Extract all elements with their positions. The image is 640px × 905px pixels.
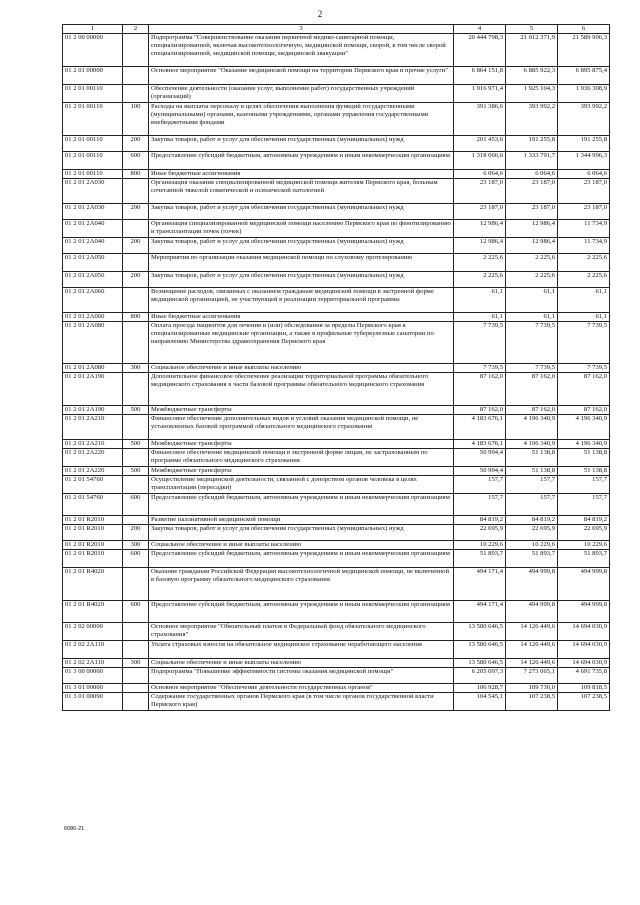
row-value-2022: 14 126 449,6 (506, 659, 558, 668)
row-expense-type (123, 34, 149, 67)
row-expense-type (123, 476, 149, 494)
row-name: Содержание государственных органов Пермского края (в том числе органов государственной власти Пермского края) (149, 693, 454, 711)
row-value-2023: 109 818,5 (558, 684, 610, 693)
row-value-2023: 494 999,8 (558, 568, 610, 601)
row-value-2022: 61,1 (506, 288, 558, 313)
row-value-2022: 494 999,8 (506, 601, 558, 623)
row-expense-type (123, 254, 149, 272)
table-row (63, 288, 610, 313)
header-col-4: 4 (454, 25, 506, 34)
row-code: 01 3 00 00000 (63, 668, 123, 684)
row-name: Предоставление субсидий бюджетным, автономным учреждениям и иным некоммерческим организациям (149, 494, 454, 516)
row-value-2021: 2 225,6 (454, 254, 506, 272)
row-code: 01 2 01 2A220 (63, 467, 123, 476)
row-value-2022: 2 225,6 (506, 272, 558, 288)
row-code: 01 2 01 00110 (63, 85, 123, 103)
row-name: Организация специализированной медицинской помощи населению Пермского края по фенотилированию и трансплантации почек (почек) (149, 220, 454, 238)
row-value-2021: 494 171,4 (454, 568, 506, 601)
row-value-2022: 51 138,8 (506, 467, 558, 476)
table-row (63, 85, 610, 103)
row-value-2022: 6 064,6 (506, 170, 558, 179)
row-code: 01 2 01 R2010 (63, 525, 123, 541)
row-expense-type (123, 415, 149, 440)
row-name: Подпрограмма "Совершенствование оказания первичной медико-санитарной помощи, специализированной, включая высокотехнологичную, медицинской помощи, скорой, в том числе скорой специализированной, медицинской помощи, медицинской эвакуации" (149, 34, 454, 67)
row-value-2021: 1 916 971,4 (454, 85, 506, 103)
row-value-2023: 23 187,0 (558, 179, 610, 204)
row-expense-type: 500 (123, 406, 149, 415)
row-value-2023: 4 196 340,9 (558, 440, 610, 449)
row-value-2022: 84 819,2 (506, 516, 558, 525)
row-value-2021: 84 819,2 (454, 516, 506, 525)
table-row (63, 541, 610, 550)
row-value-2021: 51 893,7 (454, 550, 506, 568)
row-name: Предоставление субсидий бюджетным, автономным учреждениям и иным некоммерческим организациям (149, 601, 454, 623)
row-name: Закупка товаров, работ и услуг для обеспечения государственных (муниципальных) нужд (149, 272, 454, 288)
row-value-2023: 2 225,6 (558, 272, 610, 288)
row-value-2021: 10 229,6 (454, 541, 506, 550)
row-value-2022: 494 999,8 (506, 568, 558, 601)
row-value-2022: 157,7 (506, 494, 558, 516)
row-name: Возмещение расходов, связанных с оказанием гражданам медицинской помощи в экстренной форме медицинской организацией, не участвующей в реализации территориальной программы (149, 288, 454, 313)
table-row (63, 476, 610, 494)
row-code: 01 3 01 00090 (63, 693, 123, 711)
row-code: 01 2 01 R4020 (63, 601, 123, 623)
row-value-2023: 157,7 (558, 476, 610, 494)
header-col-5: 5 (506, 25, 558, 34)
row-name: Финансовое обеспечение медицинской помощи в экстренной форме лицам, не застрахованным по программе обязательного медицинского страхования (149, 449, 454, 467)
row-expense-type (123, 220, 149, 238)
row-value-2021: 494 171,4 (454, 601, 506, 623)
table-row (63, 179, 610, 204)
row-name: Расходы на выплаты персоналу в целях обеспечения выполнения функций государственными (муниципальными) органами, казенными учреждениями, органами управления государственными внебюджетными фондами (149, 103, 454, 136)
row-value-2023: 84 819,2 (558, 516, 610, 525)
table-body (63, 34, 610, 711)
table-row (63, 516, 610, 525)
row-name: Социальное обеспечение и иные выплаты населению (149, 541, 454, 550)
row-value-2023: 14 694 030,9 (558, 623, 610, 641)
row-value-2023: 11 734,9 (558, 238, 610, 254)
row-value-2023: 23 187,0 (558, 204, 610, 220)
row-value-2022: 61,1 (506, 313, 558, 322)
row-expense-type: 500 (123, 440, 149, 449)
table-row (63, 238, 610, 254)
row-value-2022: 51 138,8 (506, 449, 558, 467)
budget-table (62, 24, 610, 711)
row-expense-type: 300 (123, 659, 149, 668)
row-value-2022: 87 162,0 (506, 406, 558, 415)
table-row (63, 67, 610, 85)
table-row (63, 525, 610, 541)
row-value-2023: 10 229,6 (558, 541, 610, 550)
row-value-2021: 4 183 676,1 (454, 415, 506, 440)
row-name: Предоставление субсидий бюджетным, автономным учреждениям и иным некоммерческим организациям (149, 550, 454, 568)
row-value-2021: 157,7 (454, 494, 506, 516)
row-value-2021: 61,1 (454, 313, 506, 322)
row-expense-type: 200 (123, 204, 149, 220)
table-row (63, 693, 610, 711)
row-value-2021: 23 187,0 (454, 179, 506, 204)
row-value-2022: 107 238,5 (506, 693, 558, 711)
row-name: Иные бюджетные ассигнования (149, 170, 454, 179)
row-value-2023: 157,7 (558, 494, 610, 516)
row-code: 01 3 01 00000 (63, 684, 123, 693)
table-row (63, 373, 610, 406)
row-value-2021: 157,7 (454, 476, 506, 494)
row-name: Оказание гражданам Российской Федерации высокотехнологичной медицинской помощи, не включенной в базовую программу обязательного медицинского страхования (149, 568, 454, 601)
table-row (63, 364, 610, 373)
row-name: Развитие паллиативной медицинской помощи (149, 516, 454, 525)
row-expense-type: 800 (123, 313, 149, 322)
row-value-2021: 6 864 151,8 (454, 67, 506, 85)
row-value-2021: 23 187,0 (454, 204, 506, 220)
row-name: Осуществление медицинской деятельности, связанной с донорством органов человека в целях трансплантации (пересадки) (149, 476, 454, 494)
row-value-2021: 13 580 646,5 (454, 659, 506, 668)
row-expense-type (123, 288, 149, 313)
table-row (63, 415, 610, 440)
footer-code: 6086-21 (64, 826, 85, 832)
row-expense-type (123, 373, 149, 406)
row-name: Закупка товаров, работ и услуг для обеспечения государственных (муниципальных) нужд (149, 204, 454, 220)
row-code: 01 2 01 2A050 (63, 272, 123, 288)
row-expense-type (123, 449, 149, 467)
row-value-2022: 1 925 104,3 (506, 85, 558, 103)
row-name: Дополнительное финансовое обеспечение реализации территориальной программы обязательного медицинского страхования в части базовой программы обязательного медицинского страхования (149, 373, 454, 406)
row-value-2021: 4 183 676,1 (454, 440, 506, 449)
row-value-2023: 191 255,8 (558, 136, 610, 152)
header-col-3: 3 (149, 25, 454, 34)
row-value-2022: 12 986,4 (506, 220, 558, 238)
row-expense-type (123, 179, 149, 204)
row-expense-type (123, 668, 149, 684)
row-value-2022: 51 893,7 (506, 550, 558, 568)
row-value-2022: 23 187,0 (506, 204, 558, 220)
table-row (63, 568, 610, 601)
row-value-2022: 14 126 449,6 (506, 641, 558, 659)
row-value-2021: 104 545,1 (454, 693, 506, 711)
row-value-2021: 201 453,6 (454, 136, 506, 152)
row-value-2022: 21 012 371,9 (506, 34, 558, 67)
row-expense-type: 500 (123, 467, 149, 476)
table-row (63, 467, 610, 476)
row-value-2023: 6 064,6 (558, 170, 610, 179)
row-value-2022: 7 739,5 (506, 364, 558, 373)
row-value-2023: 2 225,6 (558, 254, 610, 272)
table-row (63, 440, 610, 449)
table-row (63, 170, 610, 179)
row-expense-type: 800 (123, 170, 149, 179)
row-value-2021: 13 580 646,5 (454, 641, 506, 659)
row-code: 01 2 01 R2010 (63, 516, 123, 525)
row-value-2022: 7 273 065,1 (506, 668, 558, 684)
row-code: 01 2 00 00000 (63, 34, 123, 67)
row-value-2022: 4 196 340,9 (506, 440, 558, 449)
row-name: Закупка товаров, работ и услуг для обеспечения государственных (муниципальных) нужд (149, 525, 454, 541)
row-name: Обеспечение деятельности (оказание услуг, выполнение работ) государственных учреждений (организаций) (149, 85, 454, 103)
row-expense-type: 600 (123, 601, 149, 623)
row-value-2023: 14 694 030,9 (558, 641, 610, 659)
row-expense-type (123, 516, 149, 525)
table-row (63, 272, 610, 288)
row-expense-type (123, 322, 149, 364)
row-expense-type: 600 (123, 152, 149, 170)
row-value-2023: 61,1 (558, 288, 610, 313)
row-name: Закупка товаров, работ и услуг для обеспечения государственных (муниципальных) нужд (149, 238, 454, 254)
row-code: 01 2 01 2A210 (63, 440, 123, 449)
row-value-2022: 1 333 791,7 (506, 152, 558, 170)
row-name: Иные бюджетные ассигнования (149, 313, 454, 322)
row-value-2023: 21 589 906,3 (558, 34, 610, 67)
row-expense-type (123, 684, 149, 693)
table-row (63, 494, 610, 516)
row-value-2021: 22 695,9 (454, 525, 506, 541)
row-value-2021: 12 986,4 (454, 220, 506, 238)
row-name: Подпрограмма "Повышение эффективности системы оказания медицинской помощи" (149, 668, 454, 684)
row-value-2022: 157,7 (506, 476, 558, 494)
row-value-2021: 61,1 (454, 288, 506, 313)
row-value-2023: 87 162,0 (558, 373, 610, 406)
row-value-2023: 4 196 340,9 (558, 415, 610, 440)
table-row (63, 550, 610, 568)
header-col-2: 2 (123, 25, 149, 34)
row-name: Социальное обеспечение и иные выплаты населению (149, 659, 454, 668)
row-name: Предоставление субсидий бюджетным, автономным учреждениям и иным некоммерческим организациям (149, 152, 454, 170)
row-code: 01 2 01 2A220 (63, 449, 123, 467)
table-row (63, 34, 610, 67)
table-row (63, 623, 610, 641)
table-header-row (63, 25, 610, 34)
row-value-2021: 7 739,5 (454, 364, 506, 373)
row-value-2021: 20 444 798,3 (454, 34, 506, 67)
row-expense-type: 200 (123, 525, 149, 541)
row-code: 01 2 01 00000 (63, 67, 123, 85)
row-value-2023: 4 691 735,8 (558, 668, 610, 684)
row-code: 01 2 01 R2010 (63, 541, 123, 550)
table-row (63, 136, 610, 152)
row-value-2021: 1 318 066,6 (454, 152, 506, 170)
row-value-2023: 87 162,0 (558, 406, 610, 415)
row-value-2023: 393 992,2 (558, 103, 610, 136)
row-value-2022: 14 126 449,6 (506, 623, 558, 641)
row-value-2023: 51 138,8 (558, 449, 610, 467)
row-expense-type (123, 67, 149, 85)
row-value-2022: 109 730,0 (506, 684, 558, 693)
row-expense-type (123, 623, 149, 641)
row-expense-type: 300 (123, 541, 149, 550)
row-expense-type: 200 (123, 136, 149, 152)
row-value-2021: 7 739,5 (454, 322, 506, 364)
row-code: 01 2 01 54760 (63, 476, 123, 494)
row-code: 01 2 01 00110 (63, 103, 123, 136)
table-row (63, 313, 610, 322)
row-name: Социальное обеспечение и иные выплаты населению (149, 364, 454, 373)
table-row (63, 220, 610, 238)
table-row (63, 659, 610, 668)
row-value-2023: 1 936 308,9 (558, 85, 610, 103)
row-code: 01 2 02 00000 (63, 623, 123, 641)
row-name: Организация оказания специализированной медицинской помощи жителям Пермского края, больным сочетанной тяжелой соматической и психической патологией (149, 179, 454, 204)
row-expense-type: 100 (123, 103, 149, 136)
row-value-2021: 6 064,6 (454, 170, 506, 179)
header-col-6: 6 (558, 25, 610, 34)
row-name: Межбюджетные трансферты (149, 406, 454, 415)
row-code: 01 2 02 2A110 (63, 641, 123, 659)
row-code: 01 2 01 00110 (63, 136, 123, 152)
row-value-2023: 6 895 875,4 (558, 67, 610, 85)
row-name: Закупка товаров, работ и услуг для обеспечения государственных (муниципальных) нужд (149, 136, 454, 152)
row-code: 01 2 01 R4020 (63, 568, 123, 601)
row-expense-type: 600 (123, 494, 149, 516)
row-value-2021: 6 205 097,3 (454, 668, 506, 684)
row-value-2022: 191 255,8 (506, 136, 558, 152)
row-value-2023: 51 893,7 (558, 550, 610, 568)
row-value-2023: 107 238,5 (558, 693, 610, 711)
row-value-2022: 23 187,0 (506, 179, 558, 204)
row-code: 01 2 01 00110 (63, 170, 123, 179)
header-col-1: 1 (63, 25, 123, 34)
table-row (63, 641, 610, 659)
row-name: Межбюджетные трансферты (149, 440, 454, 449)
row-code: 01 2 01 2A210 (63, 415, 123, 440)
row-name: Уплата страховых взносов на обязательное медицинское страхование неработающего населения (149, 641, 454, 659)
row-expense-type: 200 (123, 272, 149, 288)
row-value-2022: 2 225,6 (506, 254, 558, 272)
table-row (63, 322, 610, 364)
row-value-2023: 7 739,5 (558, 322, 610, 364)
table-row (63, 449, 610, 467)
table-row (63, 601, 610, 623)
row-value-2021: 87 162,0 (454, 406, 506, 415)
row-value-2023: 14 694 030,9 (558, 659, 610, 668)
table-row (63, 152, 610, 170)
row-value-2022: 87 162,0 (506, 373, 558, 406)
table-row (63, 254, 610, 272)
row-code: 01 2 01 2A190 (63, 406, 123, 415)
row-code: 01 2 01 2A080 (63, 322, 123, 364)
row-code: 01 2 01 R2010 (63, 550, 123, 568)
row-value-2023: 494 999,8 (558, 601, 610, 623)
row-value-2021: 106 928,7 (454, 684, 506, 693)
row-code: 01 2 02 2A110 (63, 659, 123, 668)
row-value-2023: 61,1 (558, 313, 610, 322)
row-value-2022: 393 992,2 (506, 103, 558, 136)
row-value-2023: 22 695,9 (558, 525, 610, 541)
row-value-2023: 1 344 996,3 (558, 152, 610, 170)
row-value-2022: 7 739,5 (506, 322, 558, 364)
row-value-2021: 12 986,4 (454, 238, 506, 254)
page-number: 2 (317, 9, 323, 19)
row-code: 01 2 01 2A190 (63, 373, 123, 406)
row-expense-type: 300 (123, 364, 149, 373)
row-value-2021: 50 994,4 (454, 467, 506, 476)
row-expense-type (123, 641, 149, 659)
row-code: 01 2 01 2A060 (63, 313, 123, 322)
row-value-2022: 4 196 340,9 (506, 415, 558, 440)
row-code: 01 2 01 2A050 (63, 254, 123, 272)
row-value-2023: 11 734,9 (558, 220, 610, 238)
row-expense-type (123, 568, 149, 601)
row-value-2021: 391 386,6 (454, 103, 506, 136)
row-code: 01 2 01 00110 (63, 152, 123, 170)
row-value-2021: 87 162,0 (454, 373, 506, 406)
row-value-2021: 50 994,4 (454, 449, 506, 467)
row-code: 01 2 01 54760 (63, 494, 123, 516)
row-value-2023: 7 739,5 (558, 364, 610, 373)
row-value-2022: 12 986,4 (506, 238, 558, 254)
row-value-2022: 10 229,6 (506, 541, 558, 550)
row-expense-type: 600 (123, 550, 149, 568)
row-value-2022: 22 695,9 (506, 525, 558, 541)
table-row (63, 103, 610, 136)
row-code: 01 2 01 2A040 (63, 220, 123, 238)
row-expense-type (123, 85, 149, 103)
row-name: Основное мероприятие "Обеспечение деятельности государственных органов" (149, 684, 454, 693)
row-code: 01 2 01 2A030 (63, 179, 123, 204)
table-row (63, 406, 610, 415)
row-value-2022: 6 885 922,3 (506, 67, 558, 85)
table-row (63, 204, 610, 220)
row-name: Финансовое обеспечение дополнительных видов и условий оказания медицинской помощи, не установленных базовой программой обязательного медицинского страхования (149, 415, 454, 440)
row-expense-type: 200 (123, 238, 149, 254)
row-value-2023: 51 138,8 (558, 467, 610, 476)
row-code: 01 2 01 2A080 (63, 364, 123, 373)
row-name: Мероприятия по организации оказания медицинской помощи по слуховому протезированию (149, 254, 454, 272)
row-name: Основное мероприятие "Оказание медицинской помощи на территории Пермского края и прочие услуги" (149, 67, 454, 85)
table-row (63, 684, 610, 693)
row-code: 01 2 01 2A060 (63, 288, 123, 313)
row-expense-type (123, 693, 149, 711)
row-code: 01 2 01 2A040 (63, 238, 123, 254)
row-name: Оплата проезда пациентов для лечения и (или) обследования за пределы Пермского края в специализированные медицинские организации, а также в профильные туберкулезные санатории по направлению Министерства здравоохранения Пермского края (149, 322, 454, 364)
row-value-2021: 13 580 646,5 (454, 623, 506, 641)
row-code: 01 2 01 2A030 (63, 204, 123, 220)
row-name: Основное мероприятие "Обязательный платеж в Федеральный фонд обязательного медицинского страхования" (149, 623, 454, 641)
row-value-2021: 2 225,6 (454, 272, 506, 288)
table-row (63, 668, 610, 684)
row-name: Межбюджетные трансферты (149, 467, 454, 476)
